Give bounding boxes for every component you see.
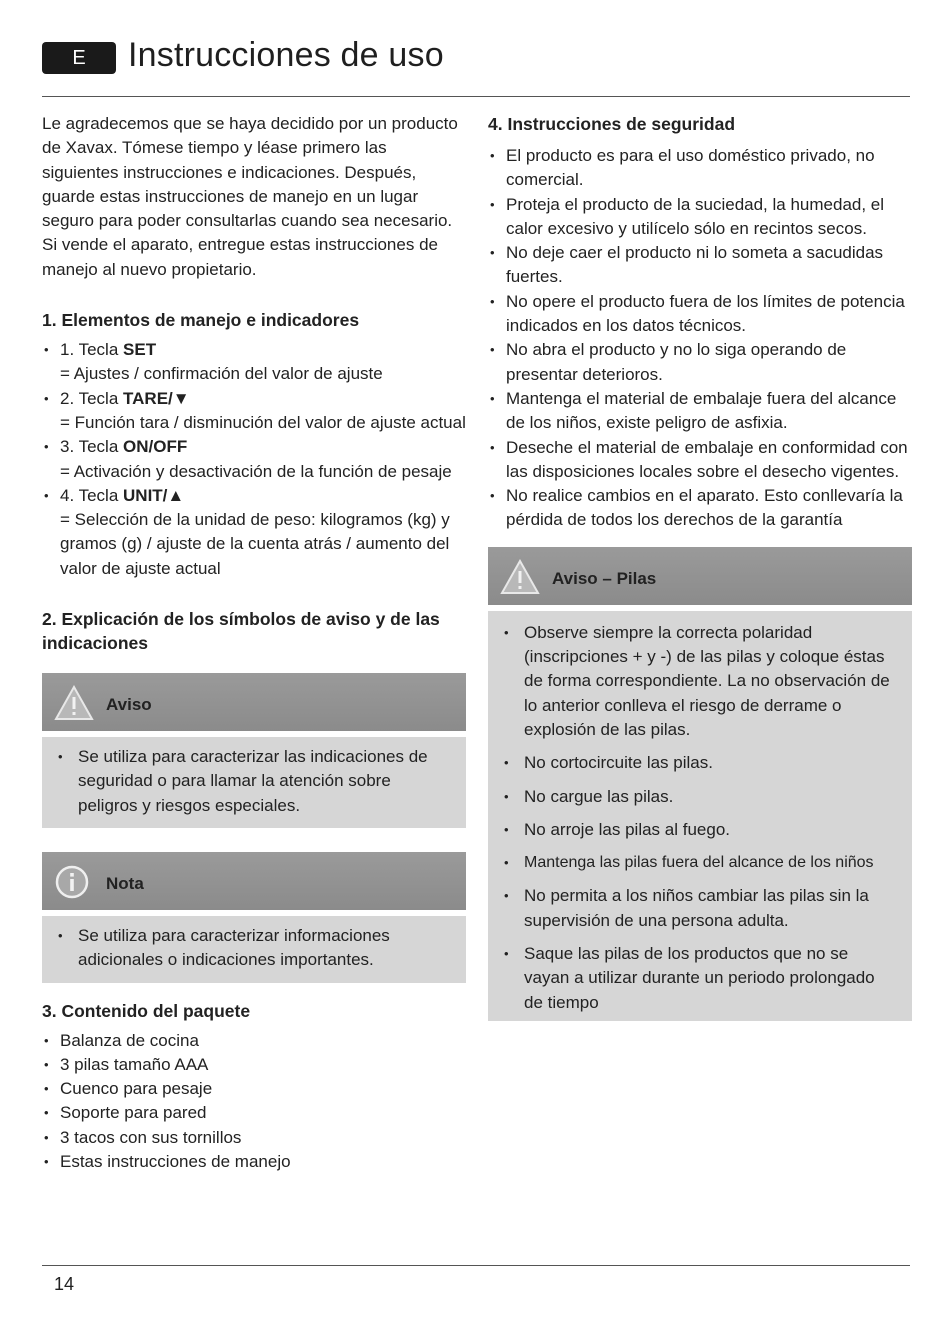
item-prefix: 4. Tecla xyxy=(60,485,124,505)
list-item: • Observe siempre la correcta polaridad (inscripciones + y -) de las pilas y coloque éstas de forma correspondiente. La no observación de lo anterior conlleva el riesgo de derrame o explosión de las pilas. xyxy=(502,621,896,742)
list-item: • No cargue las pilas. xyxy=(502,785,896,809)
list-item: • Proteja el producto de la suciedad, la humedad, el calor excesivo y utilícelo sólo en recintos secos. xyxy=(488,193,912,242)
battery-warning-box xyxy=(488,547,912,1021)
safety-list xyxy=(488,144,912,533)
list-item: • No permita a los niños cambiar las pilas sin la supervisión de una persona adulta. xyxy=(502,884,896,933)
item-description: = Ajustes / confirmación del valor de ajuste xyxy=(60,364,383,384)
warning-box-body xyxy=(42,737,466,828)
list-item: • No cortocircuite las pilas. xyxy=(502,751,896,775)
list-item: • Cuenco para pesaje xyxy=(42,1077,466,1101)
note-box-body xyxy=(42,916,466,983)
key-name: UNIT/▲ xyxy=(123,485,185,505)
info-icon xyxy=(54,864,90,900)
item-prefix: 3. Tecla xyxy=(60,437,124,457)
key-name: SET xyxy=(123,340,157,360)
list-item: • Se utiliza para caracterizar informaciones adicionales o indicaciones importantes. xyxy=(56,924,450,973)
list-item: • Mantenga las pilas fuera del alcance de los niños xyxy=(502,851,896,875)
page-header xyxy=(42,38,910,97)
list-item: • Se utiliza para caracterizar las indicaciones de seguridad o para llamar la atención sobre peligros y riesgos especiales. xyxy=(56,745,450,818)
item-prefix: 1. Tecla xyxy=(60,340,124,360)
controls-list xyxy=(42,338,466,581)
page-title: Instrucciones de uso xyxy=(128,36,444,74)
warning-triangle-icon xyxy=(500,559,540,595)
section-2-title: 2. Explicación de los símbolos de aviso y de las indicaciones xyxy=(42,609,440,654)
list-item xyxy=(42,387,466,436)
battery-warning-header xyxy=(488,547,912,605)
section-3-title: 3. Contenido del paquete xyxy=(42,1000,251,1021)
note-box xyxy=(42,852,466,983)
page-number: 14 xyxy=(54,1274,75,1294)
warning-box-header xyxy=(42,673,466,731)
section-1-title: 1. Elementos de manejo e indicadores xyxy=(42,310,360,331)
battery-warning-label: Aviso – Pilas xyxy=(552,568,657,588)
item-prefix: 2. Tecla xyxy=(60,388,124,408)
list-item xyxy=(42,484,466,581)
section-4-title: 4. Instrucciones de seguridad xyxy=(488,114,736,134)
warning-triangle-icon xyxy=(54,685,94,721)
list-item: • Mantenga el material de embalaje fuera del alcance de los niños, existe peligro de asfixia. xyxy=(488,387,912,436)
list-item: • Soporte para pared xyxy=(42,1101,466,1125)
language-badge: E xyxy=(42,42,116,74)
list-item: • 3 tacos con sus tornillos xyxy=(42,1126,466,1150)
intro-paragraph: Le agradecemos que se haya decidido por un producto de Xavax. Tómese tiempo y léase primero las siguientes instrucciones e indicaciones. Después, guarde estas instrucciones de manejo en un lugar seguro para poder consultarlas cuando sea necesario. Si vende el aparato, entregue estas instrucciones de manejo al nuevo propietario. xyxy=(42,114,458,279)
list-item xyxy=(42,435,466,484)
list-item: • No deje caer el producto ni lo someta a sacudidas fuertes. xyxy=(488,241,912,290)
list-item: • No opere el producto fuera de los límites de potencia indicados en los datos técnicos. xyxy=(488,290,912,339)
list-item: • El producto es para el uso doméstico privado, no comercial. xyxy=(488,144,912,193)
package-contents-list xyxy=(42,1029,466,1175)
list-item: • No realice cambios en el aparato. Esto conllevaría la pérdida de todos los derechos de la garantía xyxy=(488,484,912,533)
page-footer xyxy=(42,1265,910,1294)
list-item: • Deseche el material de embalaje en conformidad con las disposiciones locales sobre el desecho vigentes. xyxy=(488,436,912,485)
item-description: = Activación y desactivación de la función de pesaje xyxy=(60,461,452,481)
list-item: • Saque las pilas de los productos que no se vayan a utilizar durante un periodo prolongado de tiempo xyxy=(502,942,896,1015)
item-description: = Selección de la unidad de peso: kilogramos (kg) y gramos (g) / ajuste de la cuenta atrás / aumento del valor de ajuste actual xyxy=(60,510,450,578)
warning-label: Aviso xyxy=(106,695,152,715)
note-box-header xyxy=(42,852,466,910)
list-item: • Estas instrucciones de manejo xyxy=(42,1150,466,1174)
key-name: TARE/▼ xyxy=(123,388,190,408)
right-column xyxy=(488,112,912,1021)
list-item: • No abra el producto y no lo siga operando de presentar deterioros. xyxy=(488,338,912,387)
note-label: Nota xyxy=(106,873,144,893)
list-item xyxy=(42,338,466,387)
list-item: • No arroje las pilas al fuego. xyxy=(502,818,896,842)
item-description: = Función tara / disminución del valor de ajuste actual xyxy=(60,412,466,432)
warning-box xyxy=(42,673,466,828)
left-column xyxy=(42,112,466,1174)
battery-warning-body xyxy=(488,611,912,1021)
list-item: • 3 pilas tamaño AAA xyxy=(42,1053,466,1077)
list-item: • Balanza de cocina xyxy=(42,1029,466,1053)
key-name: ON/OFF xyxy=(123,437,188,457)
